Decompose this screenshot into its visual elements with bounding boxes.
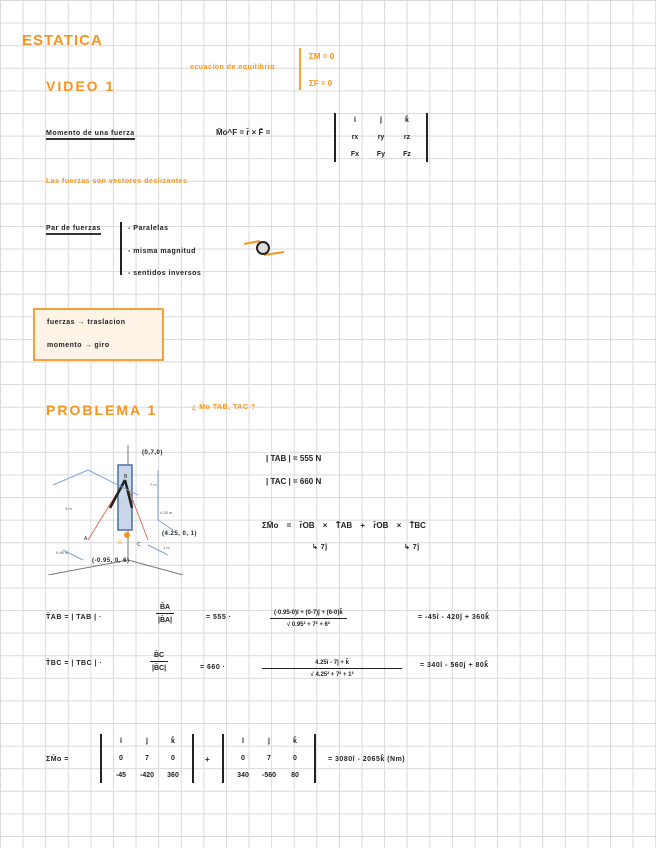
problem-title: PROBLEMA 1 [46,402,158,418]
tab-result: = -45î - 420ĵ + 360k̂ [418,614,490,621]
tab-eq: = 555 · [206,614,232,621]
moment-label: Momento de una fuerza [46,130,135,140]
r-ob: ↳ 7ĵ [404,544,420,551]
point-b-coords: (0,7,0) [142,450,163,456]
tab-vector: $\frac{(-0.95-0)î + (0-7)ĵ + (6-0)k̂}{\text{√ 0.95² + 7² + 6²}}$ [270,610,347,628]
dim-label: 7 m [150,482,157,487]
couple-item: - Paralelas [128,225,169,232]
box-line-forces: fuerzas → traslacion [47,319,126,326]
given-tab: | TAB | = 555 N [266,454,322,463]
eq-moment: ΣM = 0 [309,52,335,61]
plus-sign: + [205,755,210,764]
dim-label: 0.95 m [56,550,69,555]
couple-item: - misma magnitud [128,248,196,255]
couple-label: Par de fuerzas [46,225,101,235]
dim-label: 4 m [65,506,72,511]
couple-sketch-icon [240,236,290,260]
moment-matrix: î ĵ k̂ rx ry rz Fx Fy Fz [334,113,428,162]
box-line-moment: momento → giro [47,342,110,349]
point-a-coords: (-0.95, 0, 6) [92,558,130,564]
moment-formula: M̄o^F = r̄ × F̄ = [216,128,271,137]
final-result: = 3080î - 2065k̂ (Nm) [328,756,406,763]
tbc-unit: $\frac{B̄C}{|B̄C|}$ [150,652,168,672]
tbc-result: = 340î - 560ĵ + 80k̂ [420,662,489,669]
problem-figure [48,440,208,575]
dim-label: 4.25 m [160,510,173,515]
r-ob: ↳ 7ĵ [312,544,328,551]
problem-question: ¿ M̄o TAB, TAC ? [192,404,256,411]
point-label: O [118,540,122,546]
final-lhs: ΣM̄o = [46,756,69,763]
point-c-coords: (4.25, 0, 1) [162,531,198,537]
tab-unit: $\frac{B̄A}{|B̄A|}$ [156,604,174,624]
tbc-lhs: T̄BC = | TBC | · [46,660,103,667]
eq-force: ΣF = 0 [309,79,333,88]
tbc-eq: = 660 · [200,664,226,671]
given-tac: | TAC | = 660 N [266,477,322,486]
tab-lhs: T̄AB = | TAB | · [46,614,102,621]
dim-label: 1 m [163,545,170,550]
brace [120,222,122,275]
point-label: C [137,542,141,548]
point-label: B [124,474,128,480]
section-video-1: VIDEO 1 [46,78,116,94]
moment-sum: ΣM̄o = r̄OB × T̄AB + r̄OB × T̄BC [262,521,426,530]
couple-item: - sentidos inversos [128,270,202,277]
point-label: A [84,536,88,542]
brace [299,48,301,90]
matrix-2: î ĵ k̂ 0 7 0 340 -560 80 [222,734,316,783]
matrix-1: î ĵ k̂ 0 7 0 -45 -420 360 [100,734,194,783]
equilibrium-label: ecuacion de equilibrio [190,64,275,71]
summary-box [33,308,164,361]
tbc-vector: $\frac{4.25î - 7ĵ + k̂}{\text{√ 4.25² + 7² + 1²}}$ [262,660,402,678]
sliding-vectors-note: Las fuerzas son vectores deslizantes [46,178,188,185]
page-title: ESTATICA [22,32,103,49]
